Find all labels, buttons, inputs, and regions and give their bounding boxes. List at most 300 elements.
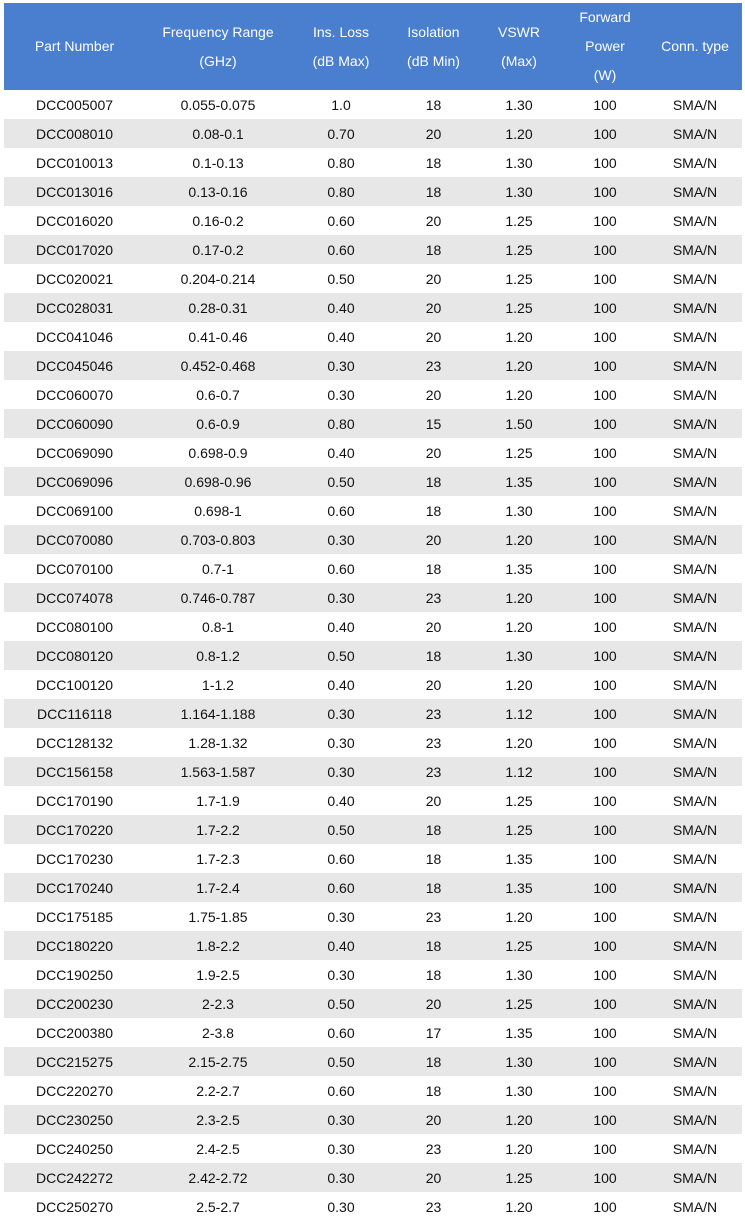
- cell-connector-type: SMA/N: [648, 264, 742, 293]
- cell-connector-type: SMA/N: [648, 525, 742, 554]
- table-row: [4, 119, 742, 148]
- cell-insertion-loss: 0.60: [291, 554, 391, 583]
- cell-connector-type: SMA/N: [648, 728, 742, 757]
- cell-forward-power: 100: [562, 728, 648, 757]
- cell-isolation: 18: [391, 90, 476, 119]
- cell-connector-type: SMA/N: [648, 1192, 742, 1221]
- cell-vswr: 1.30: [476, 177, 562, 206]
- cell-vswr: 1.35: [476, 1018, 562, 1047]
- cell-vswr: 1.25: [476, 1163, 562, 1192]
- cell-forward-power: 100: [562, 902, 648, 931]
- table-row: [4, 554, 742, 583]
- cell-insertion-loss: 0.30: [291, 728, 391, 757]
- cell-forward-power: 100: [562, 1076, 648, 1105]
- cell-frequency-range: 0.6-0.9: [145, 409, 291, 438]
- cell-forward-power: 100: [562, 351, 648, 380]
- cell-vswr: 1.20: [476, 583, 562, 612]
- cell-vswr: 1.30: [476, 960, 562, 989]
- cell-connector-type: SMA/N: [648, 815, 742, 844]
- cell-insertion-loss: 1.0: [291, 90, 391, 119]
- cell-forward-power: 100: [562, 322, 648, 351]
- cell-frequency-range: 2.3-2.5: [145, 1105, 291, 1134]
- cell-isolation: 20: [391, 264, 476, 293]
- cell-frequency-range: 1.75-1.85: [145, 902, 291, 931]
- cell-insertion-loss: 0.60: [291, 496, 391, 525]
- cell-vswr: 1.25: [476, 206, 562, 235]
- cell-part-number: DCC170230: [4, 844, 145, 873]
- cell-connector-type: SMA/N: [648, 351, 742, 380]
- cell-connector-type: SMA/N: [648, 844, 742, 873]
- cell-frequency-range: 1.7-2.4: [145, 873, 291, 902]
- cell-part-number: DCC240250: [4, 1134, 145, 1163]
- cell-part-number: DCC220270: [4, 1076, 145, 1105]
- cell-connector-type: SMA/N: [648, 1018, 742, 1047]
- cell-vswr: 1.20: [476, 351, 562, 380]
- cell-forward-power: 100: [562, 148, 648, 177]
- cell-frequency-range: 0.8-1.2: [145, 641, 291, 670]
- cell-part-number: DCC175185: [4, 902, 145, 931]
- cell-forward-power: 100: [562, 1163, 648, 1192]
- cell-vswr: 1.35: [476, 844, 562, 873]
- header-insertion-loss: [291, 3, 391, 90]
- cell-frequency-range: 0.746-0.787: [145, 583, 291, 612]
- cell-frequency-range: 1.9-2.5: [145, 960, 291, 989]
- table-row: [4, 1018, 742, 1047]
- table-row: [4, 728, 742, 757]
- cell-insertion-loss: 0.30: [291, 1163, 391, 1192]
- cell-vswr: 1.25: [476, 438, 562, 467]
- cell-isolation: 23: [391, 902, 476, 931]
- table-row: [4, 177, 742, 206]
- cell-forward-power: 100: [562, 496, 648, 525]
- cell-part-number: DCC060090: [4, 409, 145, 438]
- cell-isolation: 23: [391, 699, 476, 728]
- cell-forward-power: 100: [562, 177, 648, 206]
- cell-insertion-loss: 0.80: [291, 148, 391, 177]
- header-frequency-range-line: Frequency Range: [162, 23, 274, 40]
- cell-insertion-loss: 0.30: [291, 583, 391, 612]
- table-body: [4, 90, 742, 1221]
- cell-forward-power: 100: [562, 757, 648, 786]
- cell-vswr: 1.20: [476, 525, 562, 554]
- cell-vswr: 1.20: [476, 612, 562, 641]
- table-row: [4, 757, 742, 786]
- cell-forward-power: 100: [562, 815, 648, 844]
- table-row: [4, 496, 742, 525]
- cell-connector-type: SMA/N: [648, 119, 742, 148]
- table-row: [4, 786, 742, 815]
- cell-insertion-loss: 0.40: [291, 786, 391, 815]
- header-isolation: [391, 3, 476, 90]
- table-row: [4, 1047, 742, 1076]
- cell-connector-type: SMA/N: [648, 641, 742, 670]
- cell-part-number: DCC170240: [4, 873, 145, 902]
- cell-isolation: 23: [391, 757, 476, 786]
- header-forward-power-line: (W): [593, 67, 617, 83]
- cell-part-number: DCC041046: [4, 322, 145, 351]
- cell-part-number: DCC010013: [4, 148, 145, 177]
- cell-part-number: DCC156158: [4, 757, 145, 786]
- cell-frequency-range: 2.42-2.72: [145, 1163, 291, 1192]
- cell-isolation: 18: [391, 1047, 476, 1076]
- cell-frequency-range: 0.698-0.96: [145, 467, 291, 496]
- cell-part-number: DCC069096: [4, 467, 145, 496]
- header-row: [4, 3, 742, 90]
- header-isolation-line: Isolation: [407, 23, 460, 40]
- cell-insertion-loss: 0.30: [291, 699, 391, 728]
- cell-insertion-loss: 0.40: [291, 322, 391, 351]
- cell-vswr: 1.25: [476, 786, 562, 815]
- cell-forward-power: 100: [562, 1018, 648, 1047]
- cell-isolation: 18: [391, 1076, 476, 1105]
- table-row: [4, 235, 742, 264]
- cell-isolation: 20: [391, 293, 476, 322]
- cell-frequency-range: 0.28-0.31: [145, 293, 291, 322]
- cell-insertion-loss: 0.30: [291, 960, 391, 989]
- cell-forward-power: 100: [562, 670, 648, 699]
- cell-forward-power: 100: [562, 467, 648, 496]
- header-isolation-line: (dB Min): [407, 52, 460, 69]
- cell-isolation: 18: [391, 467, 476, 496]
- table-row: [4, 612, 742, 641]
- cell-forward-power: 100: [562, 873, 648, 902]
- table-row: [4, 90, 742, 119]
- cell-insertion-loss: 0.30: [291, 902, 391, 931]
- cell-vswr: 1.35: [476, 873, 562, 902]
- cell-frequency-range: 2.15-2.75: [145, 1047, 291, 1076]
- header-forward-power-line: Forward: [579, 9, 631, 25]
- cell-forward-power: 100: [562, 699, 648, 728]
- cell-connector-type: SMA/N: [648, 1134, 742, 1163]
- cell-insertion-loss: 0.80: [291, 177, 391, 206]
- cell-part-number: DCC016020: [4, 206, 145, 235]
- cell-vswr: 1.20: [476, 380, 562, 409]
- cell-part-number: DCC070100: [4, 554, 145, 583]
- cell-vswr: 1.25: [476, 989, 562, 1018]
- cell-vswr: 1.25: [476, 815, 562, 844]
- cell-frequency-range: 0.698-1: [145, 496, 291, 525]
- cell-isolation: 23: [391, 351, 476, 380]
- table-row: [4, 1192, 742, 1221]
- cell-insertion-loss: 0.30: [291, 1105, 391, 1134]
- cell-frequency-range: 1.7-2.3: [145, 844, 291, 873]
- cell-frequency-range: 1.7-1.9: [145, 786, 291, 815]
- cell-frequency-range: 0.698-0.9: [145, 438, 291, 467]
- cell-part-number: DCC116118: [4, 699, 145, 728]
- cell-vswr: 1.20: [476, 670, 562, 699]
- cell-frequency-range: 0.1-0.13: [145, 148, 291, 177]
- cell-vswr: 1.12: [476, 757, 562, 786]
- cell-forward-power: 100: [562, 844, 648, 873]
- cell-part-number: DCC020021: [4, 264, 145, 293]
- header-vswr-line: VSWR: [498, 23, 540, 40]
- cell-part-number: DCC069090: [4, 438, 145, 467]
- cell-frequency-range: 0.6-0.7: [145, 380, 291, 409]
- header-frequency-range-line: (GHz): [199, 52, 237, 69]
- cell-vswr: 1.20: [476, 728, 562, 757]
- cell-part-number: DCC250270: [4, 1192, 145, 1221]
- cell-insertion-loss: 0.60: [291, 235, 391, 264]
- cell-forward-power: 100: [562, 612, 648, 641]
- cell-isolation: 18: [391, 844, 476, 873]
- cell-vswr: 1.35: [476, 467, 562, 496]
- header-insertion-loss-line: (dB Max): [312, 52, 370, 69]
- table-row: [4, 989, 742, 1018]
- cell-connector-type: SMA/N: [648, 989, 742, 1018]
- header-insertion-loss-line: Ins. Loss: [312, 23, 370, 40]
- cell-forward-power: 100: [562, 641, 648, 670]
- cell-insertion-loss: 0.40: [291, 670, 391, 699]
- cell-vswr: 1.30: [476, 1076, 562, 1105]
- cell-isolation: 20: [391, 322, 476, 351]
- cell-part-number: DCC170190: [4, 786, 145, 815]
- cell-part-number: DCC170220: [4, 815, 145, 844]
- cell-isolation: 20: [391, 206, 476, 235]
- cell-forward-power: 100: [562, 90, 648, 119]
- cell-connector-type: SMA/N: [648, 409, 742, 438]
- cell-connector-type: SMA/N: [648, 670, 742, 699]
- cell-vswr: 1.30: [476, 1047, 562, 1076]
- table-row: [4, 467, 742, 496]
- cell-connector-type: SMA/N: [648, 786, 742, 815]
- cell-forward-power: 100: [562, 409, 648, 438]
- cell-forward-power: 100: [562, 960, 648, 989]
- cell-isolation: 18: [391, 177, 476, 206]
- cell-forward-power: 100: [562, 989, 648, 1018]
- table-row: [4, 844, 742, 873]
- cell-vswr: 1.20: [476, 119, 562, 148]
- cell-isolation: 20: [391, 438, 476, 467]
- cell-part-number: DCC190250: [4, 960, 145, 989]
- cell-connector-type: SMA/N: [648, 322, 742, 351]
- header-frequency-range: [145, 3, 291, 90]
- cell-forward-power: 100: [562, 293, 648, 322]
- table-row: [4, 670, 742, 699]
- cell-connector-type: SMA/N: [648, 902, 742, 931]
- cell-vswr: 1.20: [476, 1134, 562, 1163]
- cell-isolation: 18: [391, 641, 476, 670]
- table-row: [4, 1134, 742, 1163]
- cell-frequency-range: 1.164-1.188: [145, 699, 291, 728]
- table-row: [4, 380, 742, 409]
- cell-isolation: 20: [391, 380, 476, 409]
- cell-insertion-loss: 0.50: [291, 467, 391, 496]
- cell-part-number: DCC060070: [4, 380, 145, 409]
- cell-frequency-range: 0.08-0.1: [145, 119, 291, 148]
- cell-isolation: 18: [391, 496, 476, 525]
- cell-connector-type: SMA/N: [648, 438, 742, 467]
- cell-insertion-loss: 0.30: [291, 757, 391, 786]
- cell-part-number: DCC070080: [4, 525, 145, 554]
- cell-isolation: 23: [391, 1192, 476, 1221]
- cell-forward-power: 100: [562, 525, 648, 554]
- table-row: [4, 699, 742, 728]
- cell-insertion-loss: 0.40: [291, 612, 391, 641]
- cell-part-number: DCC008010: [4, 119, 145, 148]
- cell-insertion-loss: 0.60: [291, 844, 391, 873]
- cell-frequency-range: 0.703-0.803: [145, 525, 291, 554]
- cell-isolation: 18: [391, 235, 476, 264]
- header-connector-type-line: Conn. type: [661, 38, 729, 54]
- table-row: [4, 902, 742, 931]
- table-row: [4, 409, 742, 438]
- table-row: [4, 438, 742, 467]
- header-part-number: [4, 3, 145, 90]
- cell-forward-power: 100: [562, 1047, 648, 1076]
- cell-frequency-range: 0.41-0.46: [145, 322, 291, 351]
- cell-frequency-range: 2.4-2.5: [145, 1134, 291, 1163]
- cell-connector-type: SMA/N: [648, 90, 742, 119]
- cell-part-number: DCC013016: [4, 177, 145, 206]
- cell-part-number: DCC045046: [4, 351, 145, 380]
- cell-forward-power: 100: [562, 380, 648, 409]
- table-row: [4, 815, 742, 844]
- table-row: [4, 148, 742, 177]
- cell-insertion-loss: 0.30: [291, 1192, 391, 1221]
- cell-vswr: 1.30: [476, 90, 562, 119]
- cell-part-number: DCC069100: [4, 496, 145, 525]
- cell-part-number: DCC028031: [4, 293, 145, 322]
- cell-connector-type: SMA/N: [648, 467, 742, 496]
- cell-insertion-loss: 0.50: [291, 264, 391, 293]
- cell-isolation: 18: [391, 554, 476, 583]
- cell-vswr: 1.35: [476, 554, 562, 583]
- cell-insertion-loss: 0.50: [291, 989, 391, 1018]
- cell-forward-power: 100: [562, 786, 648, 815]
- cell-frequency-range: 1.563-1.587: [145, 757, 291, 786]
- cell-connector-type: SMA/N: [648, 380, 742, 409]
- cell-vswr: 1.12: [476, 699, 562, 728]
- cell-frequency-range: 0.16-0.2: [145, 206, 291, 235]
- header-vswr: [476, 3, 562, 90]
- cell-forward-power: 100: [562, 438, 648, 467]
- cell-connector-type: SMA/N: [648, 496, 742, 525]
- cell-connector-type: SMA/N: [648, 1047, 742, 1076]
- cell-connector-type: SMA/N: [648, 206, 742, 235]
- header-connector-type: [648, 3, 742, 90]
- cell-part-number: DCC200230: [4, 989, 145, 1018]
- cell-connector-type: SMA/N: [648, 1163, 742, 1192]
- cell-forward-power: 100: [562, 583, 648, 612]
- table-row: [4, 931, 742, 960]
- table-row: [4, 1076, 742, 1105]
- cell-insertion-loss: 0.40: [291, 438, 391, 467]
- cell-forward-power: 100: [562, 554, 648, 583]
- cell-connector-type: SMA/N: [648, 1105, 742, 1134]
- cell-part-number: DCC074078: [4, 583, 145, 612]
- cell-part-number: DCC017020: [4, 235, 145, 264]
- table-row: [4, 322, 742, 351]
- cell-frequency-range: 1-1.2: [145, 670, 291, 699]
- cell-vswr: 1.20: [476, 322, 562, 351]
- cell-vswr: 1.20: [476, 1192, 562, 1221]
- cell-forward-power: 100: [562, 119, 648, 148]
- cell-connector-type: SMA/N: [648, 612, 742, 641]
- cell-isolation: 20: [391, 670, 476, 699]
- cell-frequency-range: 0.8-1: [145, 612, 291, 641]
- cell-isolation: 23: [391, 1134, 476, 1163]
- cell-forward-power: 100: [562, 206, 648, 235]
- cell-vswr: 1.30: [476, 148, 562, 177]
- cell-connector-type: SMA/N: [648, 235, 742, 264]
- cell-isolation: 17: [391, 1018, 476, 1047]
- cell-part-number: DCC230250: [4, 1105, 145, 1134]
- cell-vswr: 1.20: [476, 902, 562, 931]
- header-forward-power: [562, 3, 648, 90]
- header-part-number-line: Part Number: [34, 38, 115, 54]
- cell-forward-power: 100: [562, 931, 648, 960]
- table-row: [4, 641, 742, 670]
- table-row: [4, 960, 742, 989]
- cell-connector-type: SMA/N: [648, 148, 742, 177]
- cell-vswr: 1.25: [476, 264, 562, 293]
- cell-forward-power: 100: [562, 235, 648, 264]
- cell-isolation: 20: [391, 786, 476, 815]
- cell-connector-type: SMA/N: [648, 931, 742, 960]
- header-forward-power-line: Power: [585, 38, 625, 54]
- cell-connector-type: SMA/N: [648, 554, 742, 583]
- cell-frequency-range: 0.204-0.214: [145, 264, 291, 293]
- cell-frequency-range: 2-3.8: [145, 1018, 291, 1047]
- table-row: [4, 264, 742, 293]
- table-row: [4, 1163, 742, 1192]
- table-row: [4, 293, 742, 322]
- cell-part-number: DCC100120: [4, 670, 145, 699]
- cell-isolation: 20: [391, 119, 476, 148]
- table-row: [4, 583, 742, 612]
- cell-isolation: 18: [391, 960, 476, 989]
- cell-vswr: 1.30: [476, 496, 562, 525]
- cell-isolation: 15: [391, 409, 476, 438]
- cell-isolation: 18: [391, 815, 476, 844]
- cell-frequency-range: 0.13-0.16: [145, 177, 291, 206]
- cell-part-number: DCC080120: [4, 641, 145, 670]
- cell-frequency-range: 1.8-2.2: [145, 931, 291, 960]
- cell-connector-type: SMA/N: [648, 177, 742, 206]
- table-row: [4, 351, 742, 380]
- cell-isolation: 18: [391, 931, 476, 960]
- cell-part-number: DCC080100: [4, 612, 145, 641]
- cell-insertion-loss: 0.60: [291, 873, 391, 902]
- cell-forward-power: 100: [562, 1105, 648, 1134]
- cell-insertion-loss: 0.30: [291, 1134, 391, 1163]
- cell-isolation: 20: [391, 612, 476, 641]
- table-row: [4, 873, 742, 902]
- cell-insertion-loss: 0.60: [291, 1018, 391, 1047]
- cell-insertion-loss: 0.70: [291, 119, 391, 148]
- table-header: [4, 3, 742, 90]
- table-row: [4, 206, 742, 235]
- cell-insertion-loss: 0.50: [291, 815, 391, 844]
- cell-insertion-loss: 0.60: [291, 1076, 391, 1105]
- cell-frequency-range: 1.7-2.2: [145, 815, 291, 844]
- cell-frequency-range: 2.2-2.7: [145, 1076, 291, 1105]
- cell-forward-power: 100: [562, 1192, 648, 1221]
- cell-part-number: DCC180220: [4, 931, 145, 960]
- cell-frequency-range: 0.7-1: [145, 554, 291, 583]
- cell-connector-type: SMA/N: [648, 699, 742, 728]
- header-vswr-line: (Max): [501, 52, 537, 69]
- product-spec-table: [4, 3, 742, 1221]
- cell-frequency-range: 2.5-2.7: [145, 1192, 291, 1221]
- cell-vswr: 1.20: [476, 1105, 562, 1134]
- cell-isolation: 20: [391, 989, 476, 1018]
- cell-insertion-loss: 0.50: [291, 1047, 391, 1076]
- cell-part-number: DCC200380: [4, 1018, 145, 1047]
- cell-insertion-loss: 0.50: [291, 641, 391, 670]
- cell-isolation: 18: [391, 148, 476, 177]
- cell-insertion-loss: 0.40: [291, 931, 391, 960]
